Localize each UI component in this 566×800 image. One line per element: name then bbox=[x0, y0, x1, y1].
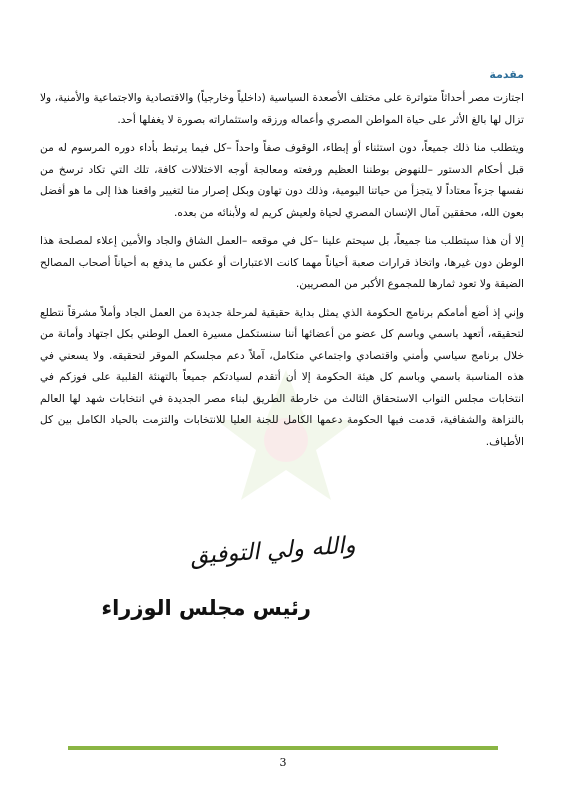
body-text bbox=[40, 88, 524, 460]
closing-phrase: والله ولي التوفيق bbox=[189, 532, 357, 570]
page-number: 3 bbox=[279, 756, 287, 769]
paragraph-2: ويتطلب منا ذلك جميعاً، دون استثناء أو إبطاء، الوقوف صفاً واحداً –كل فيما يرتبط بأداء دوره المرسوم له من قبل أحكام الدستور –للنهوض بوطننا العظيم ورفعته ومعالجة أوجه الاختلالات كافة، تلك التي تكاد ترسخ من نفسها جزءاً معتاداً لا يتجزأ من حياتنا اليومية، وذلك دون تهاون وبكل إصرار منا لتغيير واقعنا هذا إلى ما هو أفضل بعون الله، محققين آمال الإنسان المصري لحياة ولعيش كريم له ولأبنائه من بعده. bbox=[40, 142, 524, 219]
paragraph-4: وإني إذ أضع أمامكم برنامج الحكومة الذي يمثل بداية حقيقية لمرحلة جديدة من العمل الجاد وأملاً مشرقاً نتطلع لتحقيقه، أتعهد باسمي وباسم كل عضو من أعضائها أننا سنستكمل مسيرة العمل الوطني بكل اجتهاد وأمانة من خلال برنامج سياسي وأمني واقتصادي واجتماعي متكامل، آملاً دعم مجلسكم الموقر لتحقيقه. ولا يسعني في هذه المناسبة باسمي وباسم كل هيئة الحكومة إلا أن أتقدم لسيادتكم جميعاً بالتهنئة القلبية على فوزكم في انتخابات مجلس النواب الاستحقاق الثالث من خارطة الطريق لبناء مصر الجديدة في انتخابات شهد لها العالم بالنزاهة والشفافية، قدمت فيها الحكومة دعمها الكامل للجنة العليا للانتخابات والتزمت بالحياد الكامل بين كل الأطياف. bbox=[40, 306, 524, 448]
paragraph-3: إلا أن هذا سيتطلب منا جميعاً، بل سيحتم علينا –كل في موقعه –العمل الشاق والجاد والأمين إعلاء لمصلحة هذا الوطن دون غيرها، واتخاذ قرارات صعبة أحياناً مهما كانت الاعتبارات أو عكس ما يدفع به أحياناً أصحاب المصالح الضيقة ولا تعود ثمارها للمجموع الأكبر من المصريين. bbox=[40, 235, 524, 290]
section-heading: مقدمة bbox=[489, 68, 524, 81]
paragraph-1: اجتازت مصر أحداثاً متواترة على مختلف الأصعدة السياسية (داخلياً وخارجياً) والاقتصادية والاجتماعية والأمنية، ولا تزال لها بالغ الأثر على حياة المواطن المصري وأعماله ورزقه واستثماراته بصورة لا يغفلها أحد. bbox=[40, 92, 524, 126]
signature-title: رئيس مجلس الوزراء bbox=[101, 596, 311, 620]
footer-rule bbox=[68, 746, 498, 750]
